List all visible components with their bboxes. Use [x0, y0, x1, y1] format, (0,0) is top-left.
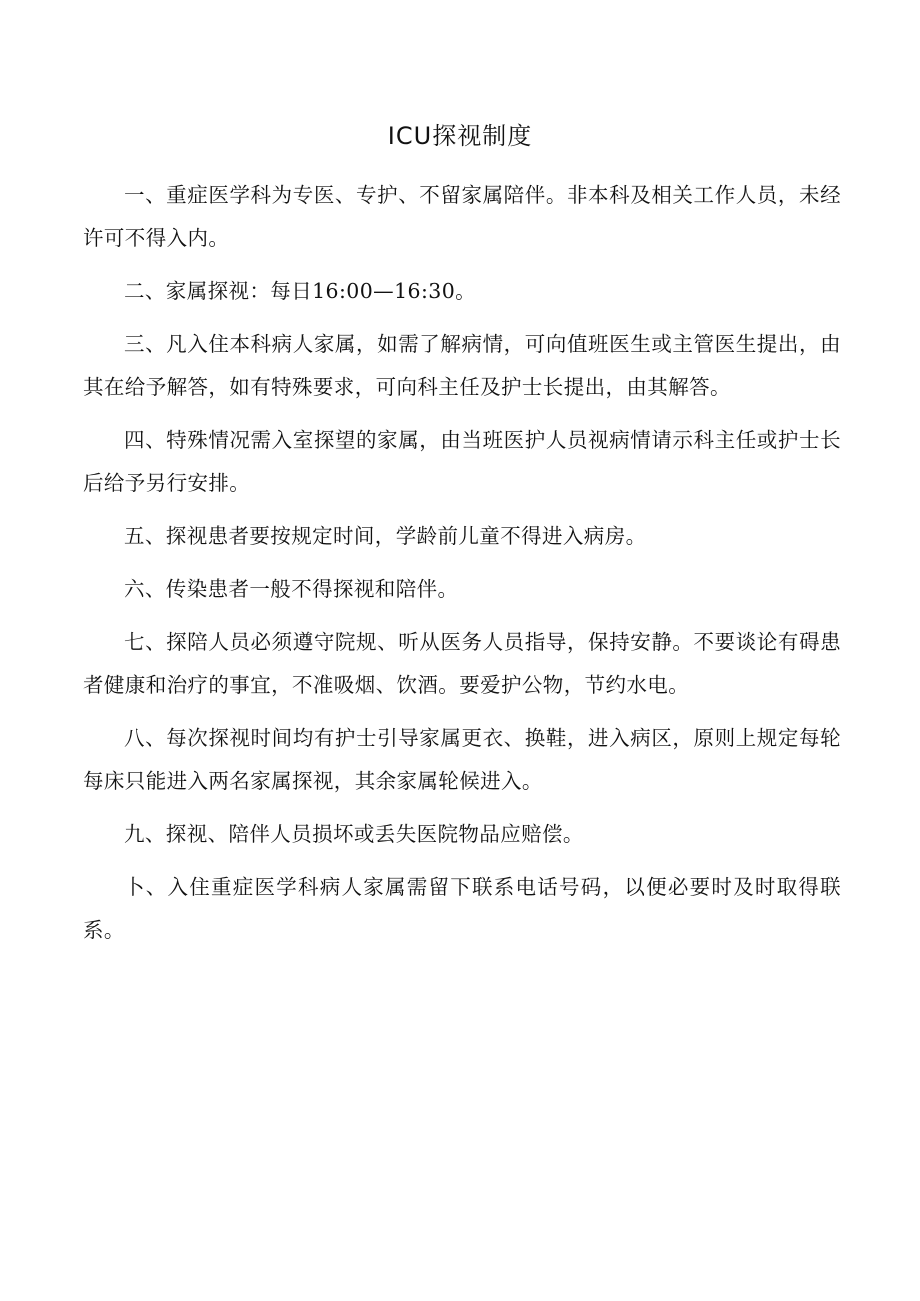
rule-paragraph-10: 卜、入住重症医学科病人家属需留下联系电话号码，以便必要时及时取得联系。: [83, 875, 841, 942]
rule-paragraph-3: 三、凡入住本科病人家属，如需了解病情，可向值班医生或主管医生提出，由其在给予解答，如有特殊要求，可向科主任及护士长提出，由其解答。: [83, 332, 841, 399]
document-title: ICU探视制度: [387, 122, 533, 150]
rule-paragraph-7: 七、探陪人员必须遵守院规、听从医务人员指导，保持安静。不要谈论有碍患者健康和治疗的事宜，不准吸烟、饮酒。要爱护公物，节约水电。: [83, 630, 841, 697]
rule-paragraph-8: 八、每次探视时间均有护士引导家属更衣、换鞋，进入病区，原则上规定每轮每床只能进入两名家属探视，其余家属轮候进入。: [83, 726, 841, 793]
rule-paragraph-5: 五、探视患者要按规定时间，学龄前儿童不得进入病房。: [124, 524, 647, 548]
document-body: [83, 174, 841, 962]
rule-paragraph-2: 二、家属探视：每日16:00—16:30。: [124, 279, 477, 303]
rule-paragraph-9: 九、探视、陪伴人员损坏或丢失医院物品应赔偿。: [124, 822, 584, 846]
rule-paragraph-6: 六、传染患者一般不得探视和陪伴。: [124, 577, 459, 601]
rule-paragraph-4: 四、特殊情况需入室探望的家属，由当班医护人员视病情请示科主任或护士长后给予另行安排。: [83, 428, 841, 495]
rule-paragraph-1: 一、重症医学科为专医、专护、不留家属陪伴。非本科及相关工作人员，未经许可不得入内。: [83, 183, 841, 250]
